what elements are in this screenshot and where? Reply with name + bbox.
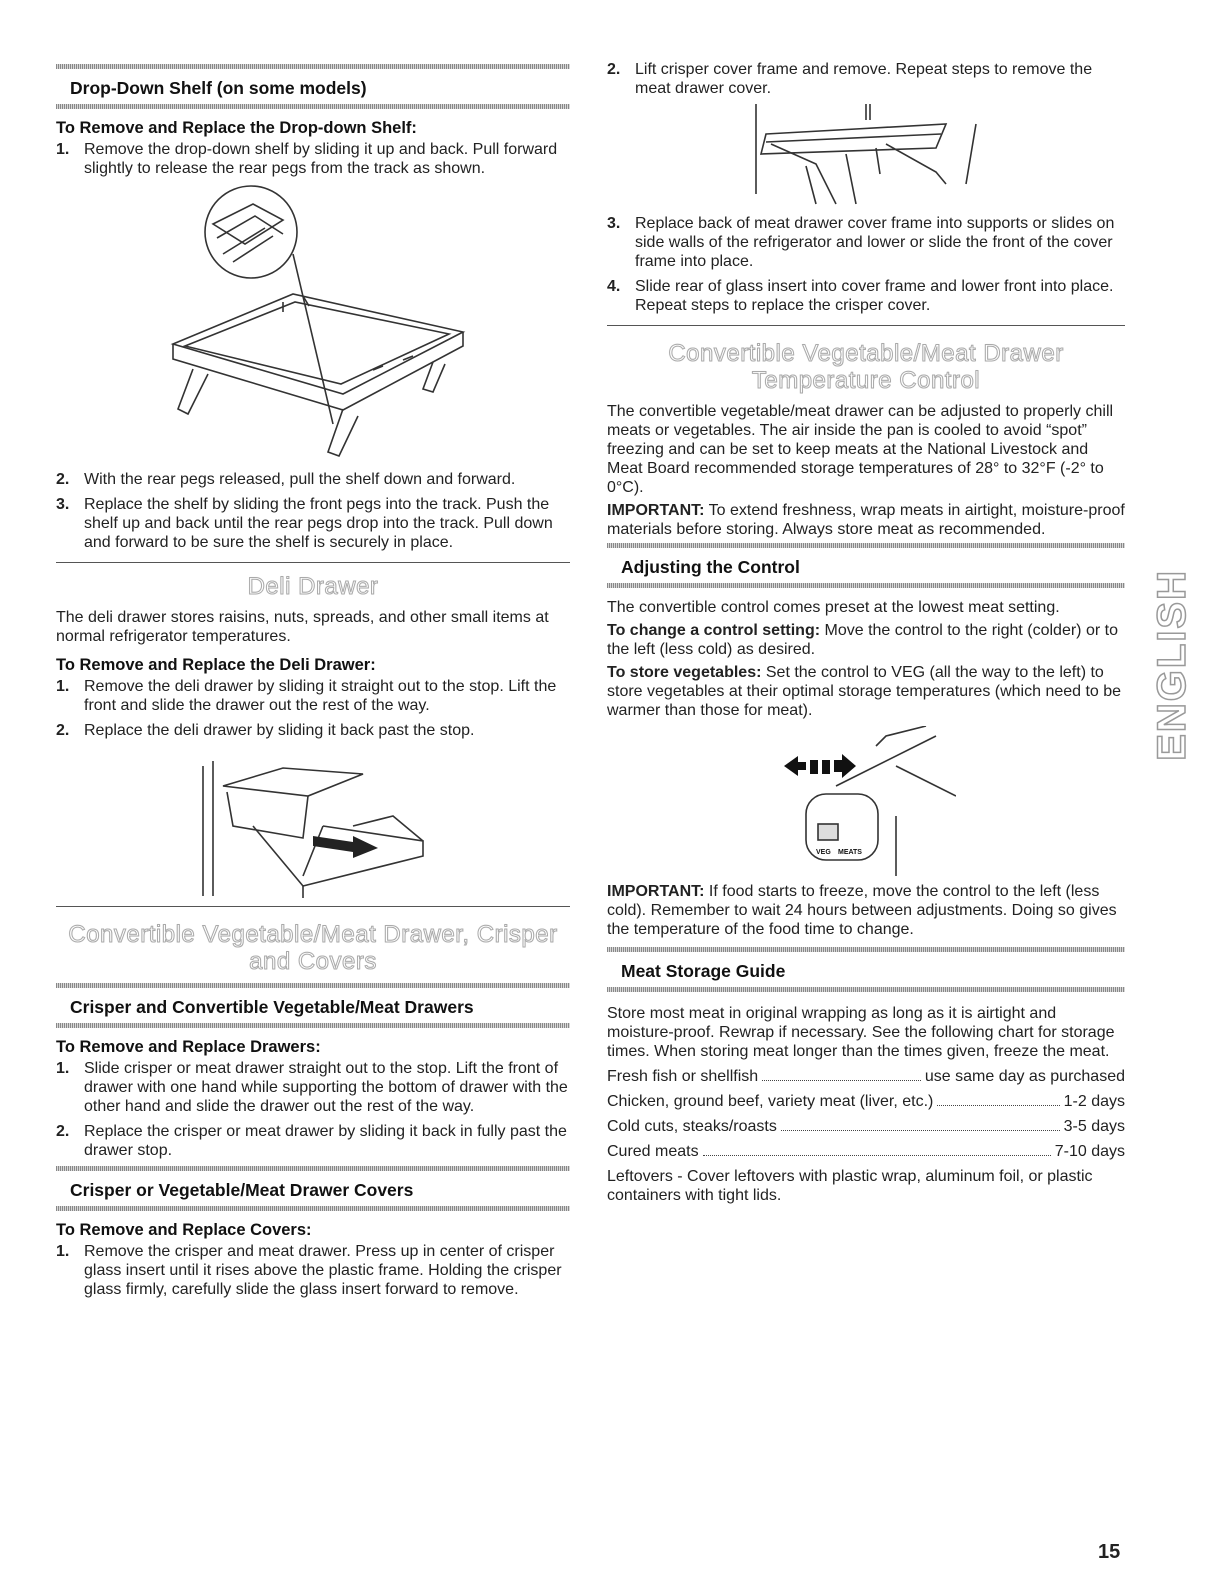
section-band-dropdown-shelf: Drop-Down Shelf (on some models) xyxy=(56,64,570,109)
list-item: 1. Remove the drop-down shelf by sliding it up and back. Pull forward slightly to release the rear pegs from the track as shown. xyxy=(56,141,558,177)
language-side-tab: ENGLISH xyxy=(1149,569,1194,761)
cover-steps-a xyxy=(607,60,1125,98)
list-item: 2. Lift crisper cover frame and remove. Repeat steps to remove the meat drawer cover. xyxy=(607,61,1093,97)
list-item: 2. With the rear pegs released, pull the shelf down and forward. xyxy=(56,471,516,488)
table-row: Fresh fish or shellfish use same day as purchased xyxy=(607,1068,1125,1085)
meat-storage-table xyxy=(607,1067,1125,1161)
dropdown-shelf-illustration xyxy=(133,184,493,464)
section-band-drawer-covers: Crisper or Vegetable/Meat Drawer Covers xyxy=(56,1166,570,1211)
subheading-remove-drawers: To Remove and Replace Drawers: xyxy=(56,1038,321,1056)
divider xyxy=(607,325,1125,326)
adjust-intro: The convertible control comes preset at the lowest meat setting. xyxy=(607,599,1060,616)
list-item: 3. Replace back of meat drawer cover frame into supports or slides on side walls of the refrigerator and lower or slide the front of the cover frame into place. xyxy=(607,215,1115,270)
change-setting-note: To change a control setting: Move the control to the right (colder) or to the left (less cold) as desired. xyxy=(607,622,1118,658)
list-item: 2. Replace the deli drawer by sliding it back past the stop. xyxy=(56,722,475,739)
store-vegetables-note: To store vegetables: Set the control to VEG (all the way to the left) to store vegetables at their optimal storage temperatures (which need to be warmer than those for meat). xyxy=(607,664,1122,719)
section-band-crisper-drawers: Crisper and Convertible Vegetable/Meat Drawers xyxy=(56,983,570,1028)
meat-intro: Store most meat in original wrapping as long as it is airtight and moisture-proof. Rewrap if necessary. See the following chart for storage times. When storing meat longer than the times given, freeze the meat. xyxy=(607,1005,1115,1060)
crisper-cover-illustration xyxy=(746,104,986,208)
leftovers-note: Leftovers - Cover leftovers with plastic wrap, aluminum foil, or plastic containers with tight lids. xyxy=(607,1168,1093,1204)
deli-steps xyxy=(56,677,570,740)
list-item: 1. Remove the crisper and meat drawer. Press up in center of crisper glass insert until it rises above the plastic frame. Holding the crisper glass firmly, carefully slide the glass insert forward to remove. xyxy=(56,1243,562,1298)
section-title-temperature-control: Convertible Vegetable/Meat Drawer Temperature Control xyxy=(668,340,1064,394)
cover-steps-b xyxy=(607,214,1125,315)
section-title-crisper-covers: Convertible Vegetable/Meat Drawer, Crisper and Covers xyxy=(68,921,558,975)
list-item: 1. Slide crisper or meat drawer straight out to the stop. Lift the front of drawer with one hand while supporting the bottom of drawer with the other hand and slide the drawer out the rest of the way. xyxy=(56,1060,568,1115)
subheading-remove-deli-drawer: To Remove and Replace the Deli Drawer: xyxy=(56,656,376,674)
list-item: 2. Replace the crisper or meat drawer by sliding it back in fully past the drawer stop. xyxy=(56,1123,567,1159)
important-note-freeze: IMPORTANT: If food starts to freeze, move the control to the left (less cold). Remember to wait 24 hours between adjustments. Doing so gives the temperature of the food time to change. xyxy=(607,883,1117,938)
dial-veg-label: VEG xyxy=(816,849,831,856)
dropdown-steps-a xyxy=(56,140,570,178)
drawers-steps xyxy=(56,1059,570,1160)
dropdown-steps-b xyxy=(56,470,570,552)
subheading-remove-dropdown-shelf: To Remove and Replace the Drop-down Shelf: xyxy=(56,119,417,137)
divider xyxy=(56,906,570,907)
left-column xyxy=(56,60,570,1305)
list-item: 4. Slide rear of glass insert into cover frame and lower front into place. Repeat steps to replace the crisper cover. xyxy=(607,278,1114,314)
deli-intro: The deli drawer stores raisins, nuts, spreads, and other small items at normal refrigerator temperatures. xyxy=(56,609,549,645)
dial-meats-label: MEATS xyxy=(838,849,862,856)
section-band-adjusting-control: Adjusting the Control xyxy=(607,543,1125,588)
temp-intro: The convertible vegetable/meat drawer can be adjusted to properly chill meats or vegetables. The air inside the pan is cooled to avoid “spot” freezing and can be set to keep meats at the National Livestock and Meat Board recommended storage temperatures of 28° to 32°F (-2° to 0°C). xyxy=(607,403,1114,496)
page-number: 15 xyxy=(1098,1541,1121,1563)
table-row: Cold cuts, steaks/roasts 3-5 days xyxy=(607,1118,1125,1135)
table-row: Chicken, ground beef, variety meat (liver, etc.) 1-2 days xyxy=(607,1093,1125,1110)
section-band-meat-storage: Meat Storage Guide xyxy=(607,947,1125,992)
section-title-deli-drawer: Deli Drawer xyxy=(247,573,379,600)
subheading-remove-covers: To Remove and Replace Covers: xyxy=(56,1221,312,1239)
deli-drawer-illustration xyxy=(193,746,433,898)
table-row: Cured meats 7-10 days xyxy=(607,1143,1125,1160)
list-item: 1. Remove the deli drawer by sliding it straight out to the stop. Lift the front and slide the drawer out the rest of the way. xyxy=(56,678,557,714)
right-column xyxy=(607,60,1125,1209)
covers-steps xyxy=(56,1242,570,1299)
divider xyxy=(56,562,570,563)
important-note-freshness: IMPORTANT: To extend freshness, wrap meats in airtight, moisture-proof materials before storing. Always store meat as recommended. xyxy=(607,502,1125,538)
temperature-control-illustration xyxy=(776,726,956,876)
list-item: 3. Replace the shelf by sliding the front pegs into the track. Push the shelf up and back until the rear pegs drop into the track. Pull down and forward to be sure the shelf is securely in place. xyxy=(56,496,553,551)
